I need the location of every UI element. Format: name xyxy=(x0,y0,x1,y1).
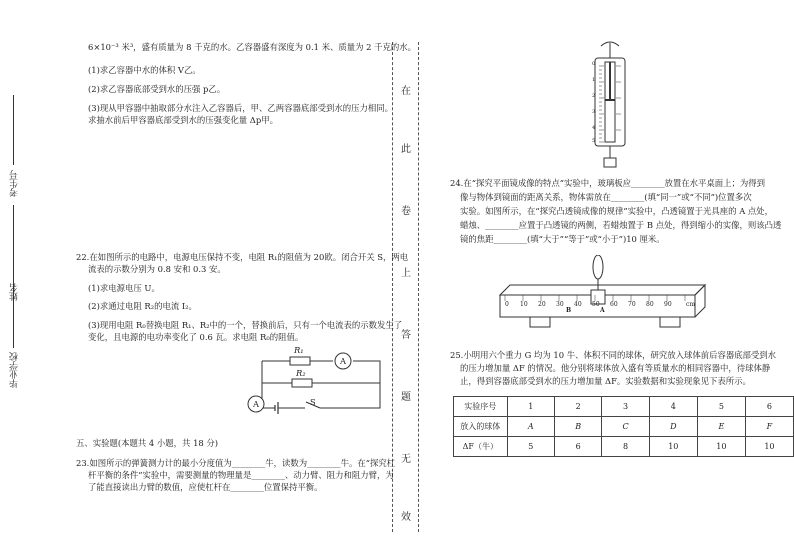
switch-label: S xyxy=(310,397,316,407)
section-title: 五、实验题(本题共 4 小题，共 18 分) xyxy=(76,438,219,448)
binding-line xyxy=(13,95,14,165)
table-cell: 5 xyxy=(507,437,554,457)
table-row xyxy=(454,437,794,457)
bench-tick: 80 xyxy=(646,301,654,308)
seal-char: 无 xyxy=(401,454,411,465)
seal-char: 效 xyxy=(401,512,411,523)
bench-point-b: B xyxy=(566,307,572,314)
q22-part3: (3)现用电阻 R₀替换电阻 R₁、R₂中的一个，替换前后，只有一个电流表的示数发生了 xyxy=(88,320,403,330)
seal-char: 答 xyxy=(401,330,411,341)
scale-tick-label: 3 xyxy=(592,109,596,115)
table-row-head: 放入的球体 xyxy=(454,417,508,437)
table-cell: 1 xyxy=(507,397,554,417)
q22-part2: (2)求通过电阻 R₂的电流 I₂。 xyxy=(88,301,197,311)
table-row-head: 实验序号 xyxy=(454,397,508,417)
q22-part1: (1)求电源电压 U。 xyxy=(88,283,160,293)
table-cell: C xyxy=(602,417,649,437)
table-row xyxy=(454,417,794,437)
table-cell: 3 xyxy=(602,397,649,417)
q24-line: 像与物体到镜面的距离关系，物体需放在________(填“同一”或“不同”)位置多次 xyxy=(460,192,752,202)
q21-part3-cont: 求抽水前后甲容器底部受到水的压强变化量 Δp甲。 xyxy=(88,115,278,125)
scale-tick-label: 2 xyxy=(592,93,596,99)
seal-char: 上 xyxy=(401,268,411,279)
seal-char: 卷 xyxy=(401,206,411,217)
q23-line: 杆平衡的条件”实验中，需要测量的物理量是________、动力臂、阻力和阻力臂，为 xyxy=(88,470,394,480)
ammeter-label: A xyxy=(340,356,347,366)
optical-bench-figure xyxy=(495,255,710,335)
bench-tick: 20 xyxy=(538,301,546,308)
bench-tick: 50 xyxy=(592,301,600,308)
bench-tick: 60 xyxy=(610,301,618,308)
table-row-head: ΔF（牛） xyxy=(454,437,508,457)
table-cell: A xyxy=(507,417,554,437)
circuit-label-r2: R₂ xyxy=(296,368,306,378)
table-cell: 2 xyxy=(554,397,601,417)
q23-line: 了能直接读出力臂的数值，应使杠杆在________位置保持平衡。 xyxy=(88,482,323,492)
table-cell: 10 xyxy=(649,437,697,457)
table-cell: E xyxy=(697,417,745,437)
table-cell: 6 xyxy=(554,437,601,457)
q21-part3: (3)现从甲容器中抽取部分水注入乙容器后，甲、乙两容器底部受到水的压力相同。 xyxy=(88,103,393,113)
q22-line: 流表的示数分别为 0.8 安和 0.3 安。 xyxy=(88,264,226,274)
bench-tick: 70 xyxy=(628,301,636,308)
scale-tick-label: 5 xyxy=(592,138,596,144)
scale-tick-label: 1 xyxy=(592,77,596,83)
data-table xyxy=(453,396,794,457)
table-row xyxy=(454,397,794,417)
circuit-label-r1: R₁ xyxy=(294,345,304,355)
bench-tick: 90 xyxy=(664,301,672,308)
bench-point-a: A xyxy=(600,307,605,314)
seal-char: 题 xyxy=(401,392,411,403)
q23-line: 23.如图所示的弹簧测力计的最小分度值为________牛，读数为________牛。在“探究杠 xyxy=(76,458,396,468)
q24-line: 镜的焦距________(填“大于”“等于”或“小于”)10 厘米。 xyxy=(460,234,665,244)
table-cell: B xyxy=(554,417,601,437)
seal-char: 在 xyxy=(401,86,411,97)
spring-scale-figure xyxy=(585,40,635,170)
binding-label-id: 考生号 xyxy=(10,170,20,197)
table-cell: 10 xyxy=(745,437,793,457)
table-cell: 8 xyxy=(602,437,649,457)
scale-tick-label: 0 xyxy=(592,61,596,67)
q21-part1: (1)求乙容器中水的体积 V乙。 xyxy=(88,65,201,75)
q25-line: 的压力增加量 ΔF 的情况。他分别将球体放入盛有等质量水的相同容器中，待球体静 xyxy=(460,363,771,373)
q24-line: 24.在“探究平面镜成像的特点”实验中，玻璃板应________放置在水平桌面上；为得到 xyxy=(450,178,766,188)
q22-line: 22.在如图所示的电路中，电源电压保持不变，电阻 R₁的阻值为 20欧。闭合开关 S，两电 xyxy=(76,252,409,262)
ammeter-label: A xyxy=(253,399,260,409)
table-cell: F xyxy=(745,417,793,437)
q22-part3-cont: 变化，且电源的电功率变化了 0.6 瓦。求电阻 R₀的阻值。 xyxy=(88,332,304,342)
bench-tick: 30 xyxy=(556,301,564,308)
table-cell: 5 xyxy=(697,397,745,417)
scale-tick-label: 4 xyxy=(592,125,596,131)
table-cell: 4 xyxy=(649,397,697,417)
bench-tick: 40 xyxy=(574,301,582,308)
table-cell: D xyxy=(649,417,697,437)
binding-label-name: 姓名 xyxy=(10,283,20,301)
binding-line xyxy=(13,205,14,275)
bench-tick: 0 xyxy=(505,301,509,308)
seal-line-right xyxy=(418,42,419,532)
table-cell: 6 xyxy=(745,397,793,417)
table-cell: 10 xyxy=(697,437,745,457)
q21-part2: (2)求乙容器底部受到水的压强 p乙。 xyxy=(88,84,226,94)
binding-label-school: 毕业学校 xyxy=(10,352,20,388)
q24-line: 蜡烛、________应置于凸透镜的两侧，若蜡烛置于 B 点处，得到缩小的实像，则该凸透 xyxy=(460,220,782,230)
bench-tick: 10 xyxy=(520,301,528,308)
q24-line: 实验。如图所示，在“探究凸透镜成像的规律”实验中，凸透镜置于光具座的 A 点处， xyxy=(460,206,774,216)
q21-line: 6×10⁻³ 米³，盛有质量为 8 千克的水。乙容器盛有深度为 0.1 米、质量为 2 千克的水。 xyxy=(88,42,416,52)
circuit-diagram xyxy=(240,345,385,420)
seal-char: 此 xyxy=(401,144,411,155)
q25-line: 25.小明用六个重力 G 均为 10 牛、体积不同的球体，研究放入球体前后容器底部受到水 xyxy=(450,350,777,360)
bench-unit: cm xyxy=(686,301,696,308)
q25-line: 止，得到容器底部受到水的压力增加量 ΔF。实验数据和实验现象见下表所示。 xyxy=(460,376,751,386)
